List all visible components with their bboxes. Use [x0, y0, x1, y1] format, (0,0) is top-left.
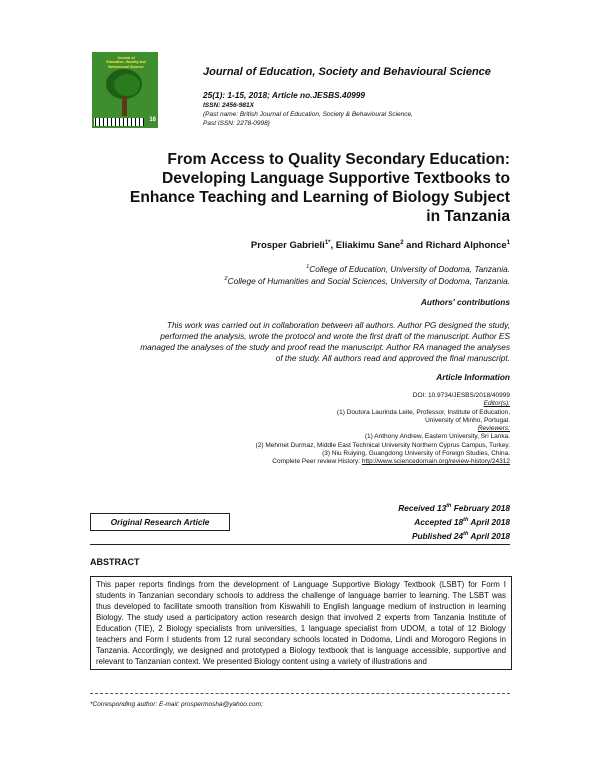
cover-title — [102, 56, 150, 69]
reviewers-label: Reviewers: — [477, 425, 510, 433]
date-text: Published 24 — [411, 530, 464, 541]
author-name: Prosper Gabrieli — [250, 240, 325, 252]
affiliation — [306, 264, 510, 274]
journal-volume: 25(1): 1-15, 2018; Article no.JESBS.40999 — [203, 90, 366, 100]
journal-past-issn: Past ISSN: 2278-0998) — [203, 120, 270, 127]
editor-line: (1) Doutora Laurinda Leite, Professor, Institute of Education, — [336, 408, 510, 416]
date-text: February 2018 — [451, 502, 510, 513]
author-name: Eliakimu Sane — [335, 240, 401, 252]
date-superscript: th — [463, 530, 469, 537]
date-text: April 2018 — [468, 530, 510, 541]
affiliation — [225, 276, 510, 286]
affiliation-superscript: 1 — [306, 264, 310, 271]
contributions-line: performed the analysis, wrote the protocol and wrote the first draft of the manuscript. Author ES — [160, 331, 510, 341]
abstract-text: This paper reports findings from the development of Language Supportive Biology Textbook (LSBT) for Form I students in Tanzanian secondary schools to address the challenge of language barrier to learning. The LSBT was thus developed to facilitate smooth transition from Kiswahili to English language medium of instruction in learning Biology. The study used a participatory action research design that involved 2 experts from Tanzania Institute of Education (TIE), 2 Biology specialists from universities, 1 language specialist from UDOM, a total of 12 Biology teachers and Form I students from 12 rural secondary schools located in Dodoma, Lindi and Morogoro Regions in Tanzania. Accordingly, we designed and prototyped a Biology textbook that is language accessible, supportive and relevant to Tanzanian context. We presented Biology content using a variety of illustrations and — [90, 576, 512, 670]
paper-title — [90, 150, 510, 226]
contributions-text — [90, 320, 510, 364]
journal-cover-image — [92, 52, 158, 128]
title-line: Developing Language Supportive Textbooks to — [161, 170, 510, 187]
contributions-heading: Authors' contributions — [420, 297, 510, 307]
contributions-line: managed the analyses of the study and proof read the manuscript. Author RA managed the analyses — [140, 342, 510, 352]
date-text: Received 13 — [398, 502, 447, 513]
cover-number: 16 — [149, 117, 156, 123]
journal-past-name: (Past name: British Journal of Education, Society & Behavioural Science, — [203, 111, 413, 118]
journal-name: Journal of Education, Society and Behavioural Science — [203, 66, 491, 78]
title-line: From Access to Quality Secondary Education: — [167, 151, 510, 168]
journal-issn: ISSN: 2456-981X — [203, 102, 254, 109]
corresponding-author-footnote: *Corresponding author: E-mail: prospermosha@yahoo.com; — [90, 701, 263, 708]
cover-title-line: Education, Society and — [106, 60, 146, 65]
article-info-heading: Article Information — [436, 372, 510, 382]
date-superscript: th — [463, 516, 469, 523]
tree-icon-inner — [114, 74, 140, 96]
author-superscript: 2 — [400, 240, 404, 246]
reviewer-line: (2) Mehmet Durmaz, Middle East Technical University Northern Cyprus Campus, Turkey. — [255, 441, 510, 449]
author-name: Richard Alphonce — [425, 240, 507, 252]
author-separator: , — [330, 240, 336, 252]
doi: DOI: 10.9734/JESBS/2018/40999 — [412, 392, 510, 399]
cover-title-line: Journal of — [117, 56, 135, 60]
editor-line: University of Minho, Portugal. — [425, 416, 510, 424]
divider — [90, 544, 510, 545]
author-list — [251, 240, 510, 251]
published-date — [398, 528, 510, 542]
author-separator: and — [403, 240, 426, 252]
title-line: Enhance Teaching and Learning of Biology Subject — [129, 189, 510, 206]
author-superscript: 1 — [506, 240, 510, 246]
affiliation-text: College of Humanities and Social Sciences, University of Dodoma, Tanzania. — [227, 276, 510, 286]
affiliation-text: College of Education, University of Dodoma, Tanzania. — [309, 264, 510, 274]
affiliation-superscript: 2 — [224, 276, 228, 283]
contributions-line: of the study. All authors read and approved the final manuscript. — [275, 353, 510, 363]
article-info — [200, 392, 510, 467]
reviewer-line: (3) Niu Ruiying, Guangdong University of Foreign Studies, China. — [322, 450, 510, 458]
cover-title-line: Behavioural Science — [108, 64, 144, 69]
received-date — [398, 500, 510, 514]
barcode — [94, 118, 144, 126]
author-superscript: 1* — [324, 240, 331, 246]
article-type-badge: Original Research Article — [90, 513, 230, 531]
tree-trunk — [122, 96, 127, 116]
title-line: in Tanzania — [426, 208, 510, 225]
review-history-prefix: Complete Peer review History: — [272, 458, 362, 466]
footnote-divider — [90, 693, 510, 694]
date-superscript: th — [446, 503, 452, 509]
review-history-link[interactable]: http://www.sciencedomain.org/review-history/24312 — [361, 458, 510, 466]
editor-label: Editor(s): — [483, 400, 510, 408]
date-text: Accepted 18 — [414, 516, 464, 527]
date-text: April 2018 — [468, 516, 510, 527]
contributions-line: This work was carried out in collaboration between all authors. Author PG designed the study, — [166, 320, 510, 330]
article-dates — [398, 500, 510, 541]
accepted-date — [398, 514, 510, 528]
review-history — [200, 458, 510, 466]
reviewer-line: (1) Anthony Andrew, Eastern University, Sri Lanka. — [364, 433, 510, 441]
abstract-heading: ABSTRACT — [90, 557, 140, 567]
